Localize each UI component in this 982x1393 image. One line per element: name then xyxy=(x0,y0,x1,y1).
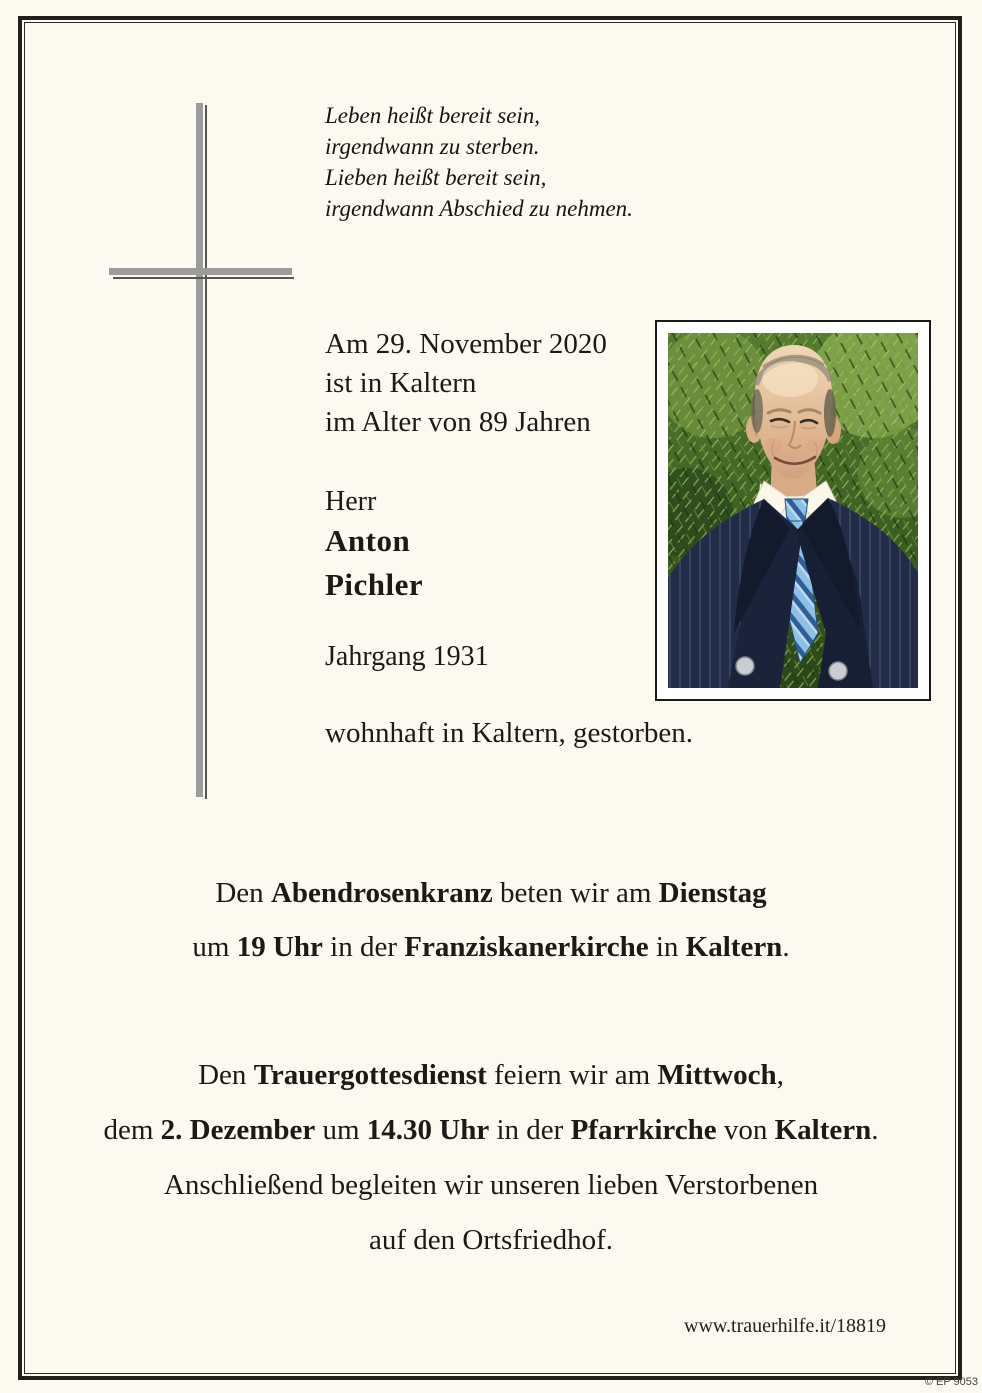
verse-line: Leben heißt bereit sein, xyxy=(325,103,541,128)
rosary-announcement xyxy=(30,866,952,974)
verse-line: irgendwann Abschied zu nehmen. xyxy=(325,196,633,221)
funeral-line: Den Trauergottesdienst feiern wir am Mittwoch, xyxy=(198,1059,784,1091)
birth-year: Jahrgang 1931 xyxy=(325,641,489,672)
announcement-line: im Alter von 89 Jahren xyxy=(325,406,591,438)
printer-code: © EP 9053 xyxy=(924,1376,978,1388)
verse-line: irgendwann zu sterben. xyxy=(325,134,540,159)
verse-line: Lieben heißt bereit sein, xyxy=(325,165,547,190)
cross-horizontal-shadow xyxy=(113,277,294,279)
residence-line: wohnhaft in Kaltern, gestorben. xyxy=(325,717,694,749)
funeral-line: dem 2. Dezember um 14.30 Uhr in der Pfarrkirche von Kaltern. xyxy=(103,1114,879,1146)
portrait-illustration xyxy=(668,333,918,688)
cross-horizontal-bar xyxy=(109,268,292,275)
rosary-line: um 19 Uhr in der Franziskanerkirche in Kaltern. xyxy=(192,931,790,963)
announcement-line: ist in Kaltern xyxy=(325,367,477,399)
first-name: Anton xyxy=(325,523,411,558)
memorial-website-url: www.trauerhilfe.it/18819 xyxy=(684,1315,886,1337)
portrait-photo xyxy=(655,320,931,701)
memorial-verse xyxy=(325,100,633,224)
funeral-line: Anschließend begleiten wir unseren lieben Verstorbenen xyxy=(163,1169,819,1201)
cross-vertical-shadow xyxy=(205,105,207,799)
funeral-announcement xyxy=(30,1048,952,1268)
last-name: Pichler xyxy=(325,567,424,602)
announcement-line: Am 29. November 2020 xyxy=(325,328,607,360)
rosary-line: Den Abendrosenkranz beten wir am Dienstag xyxy=(215,877,767,909)
cross-vertical-bar xyxy=(196,103,203,797)
funeral-line: auf den Ortsfriedhof. xyxy=(369,1224,613,1256)
death-announcement xyxy=(325,325,607,442)
deceased-name xyxy=(325,519,423,607)
salutation: Herr xyxy=(325,486,377,517)
